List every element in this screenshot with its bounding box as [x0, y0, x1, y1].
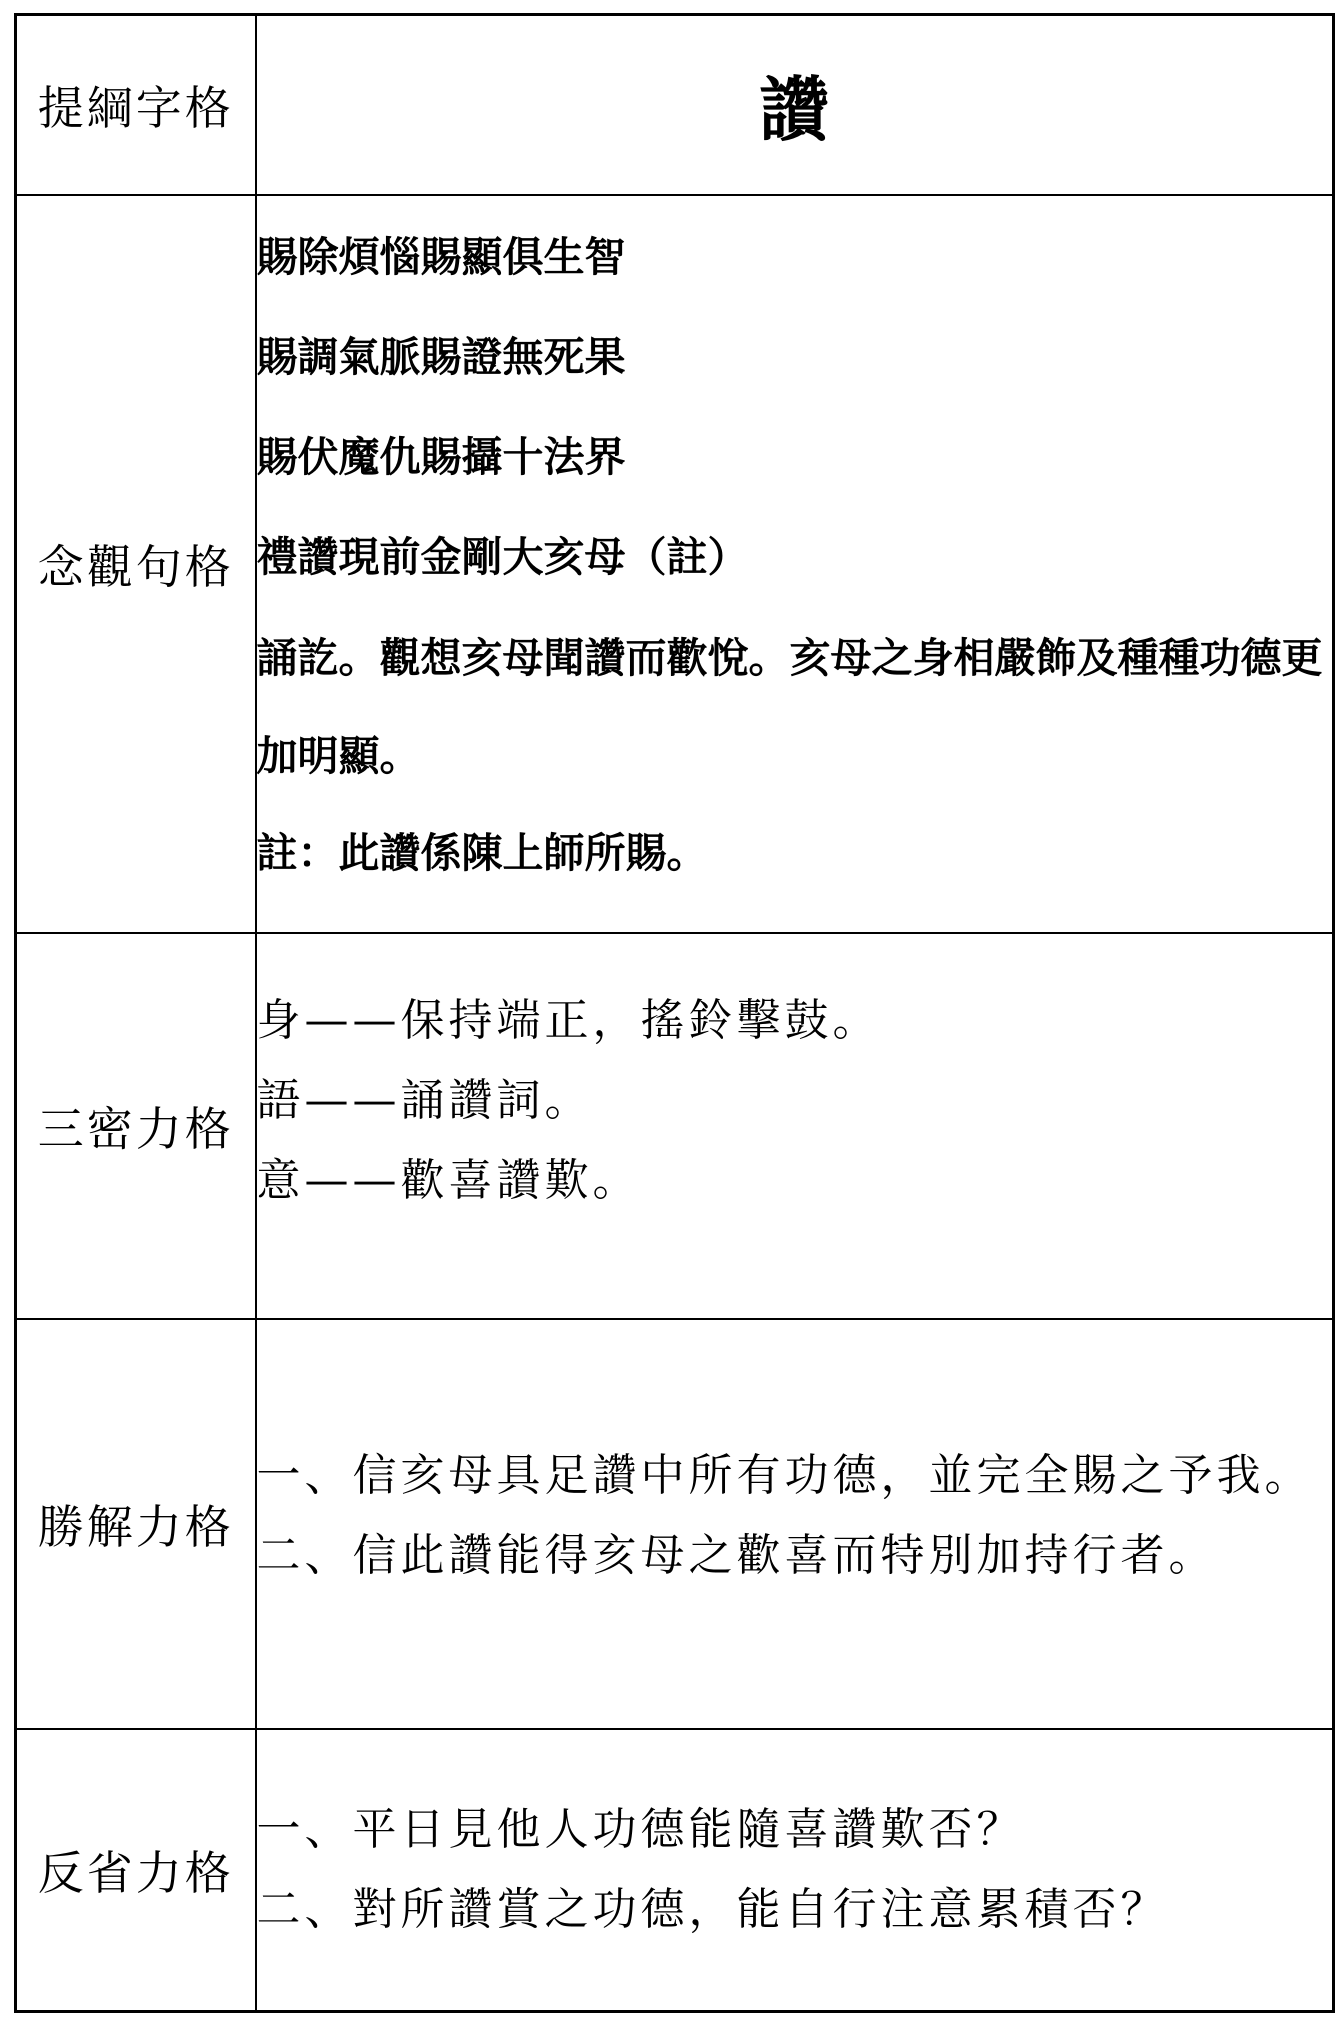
- body-line: 身——保持端正，搖鈴擊鼓。: [256, 994, 881, 1046]
- header-label: 提綱字格: [16, 15, 256, 195]
- san-mi-row: [16, 933, 1334, 1319]
- list-item: 一、信亥母具足讚中所有功德，並完全賜之予我。: [256, 1449, 1313, 1501]
- san-mi-content: [256, 933, 1334, 1319]
- verse-line: 賜伏魔仇賜攝十法界: [256, 432, 626, 481]
- fan-xing-content: [256, 1729, 1334, 2012]
- verse-line: 賜除煩惱賜顯俱生智: [256, 232, 626, 281]
- page-title: 讚: [256, 15, 1334, 195]
- note-text: 註：此讚係陳上師所賜。: [256, 828, 708, 877]
- speech-line: 語——誦讚詞。: [256, 1074, 593, 1126]
- list-item: 二、對所讚賞之功德，能自行注意累積否？: [256, 1883, 1169, 1935]
- list-item: 二、信此讚能得亥母之歡喜而特別加持行者。: [256, 1529, 1217, 1581]
- nian-guan-content: [256, 195, 1334, 933]
- san-mi-label: 三密力格: [16, 933, 256, 1319]
- verse-line: 賜調氣脈賜證無死果: [256, 332, 626, 381]
- mind-line: 意——歡喜讚歎。: [256, 1154, 641, 1206]
- fan-xing-row: [16, 1729, 1334, 2012]
- list-item: 一、平日見他人功德能隨喜讚歎否？: [256, 1803, 1025, 1855]
- title-row: [16, 15, 1334, 195]
- sheng-jie-label: 勝解力格: [16, 1319, 256, 1729]
- instruction-text: 誦訖。觀想亥母聞讚而歡悅。亥母之身相嚴飾及種種功德更加明顯。: [256, 633, 1323, 780]
- practice-table: [14, 13, 1335, 2013]
- sheng-jie-content: [256, 1319, 1334, 1729]
- nian-guan-label: 念觀句格: [16, 195, 256, 933]
- nian-guan-row: [16, 195, 1334, 933]
- fan-xing-label: 反省力格: [16, 1729, 256, 2012]
- verse-line: 禮讚現前金剛大亥母（註）: [256, 532, 749, 581]
- sheng-jie-row: [16, 1319, 1334, 1729]
